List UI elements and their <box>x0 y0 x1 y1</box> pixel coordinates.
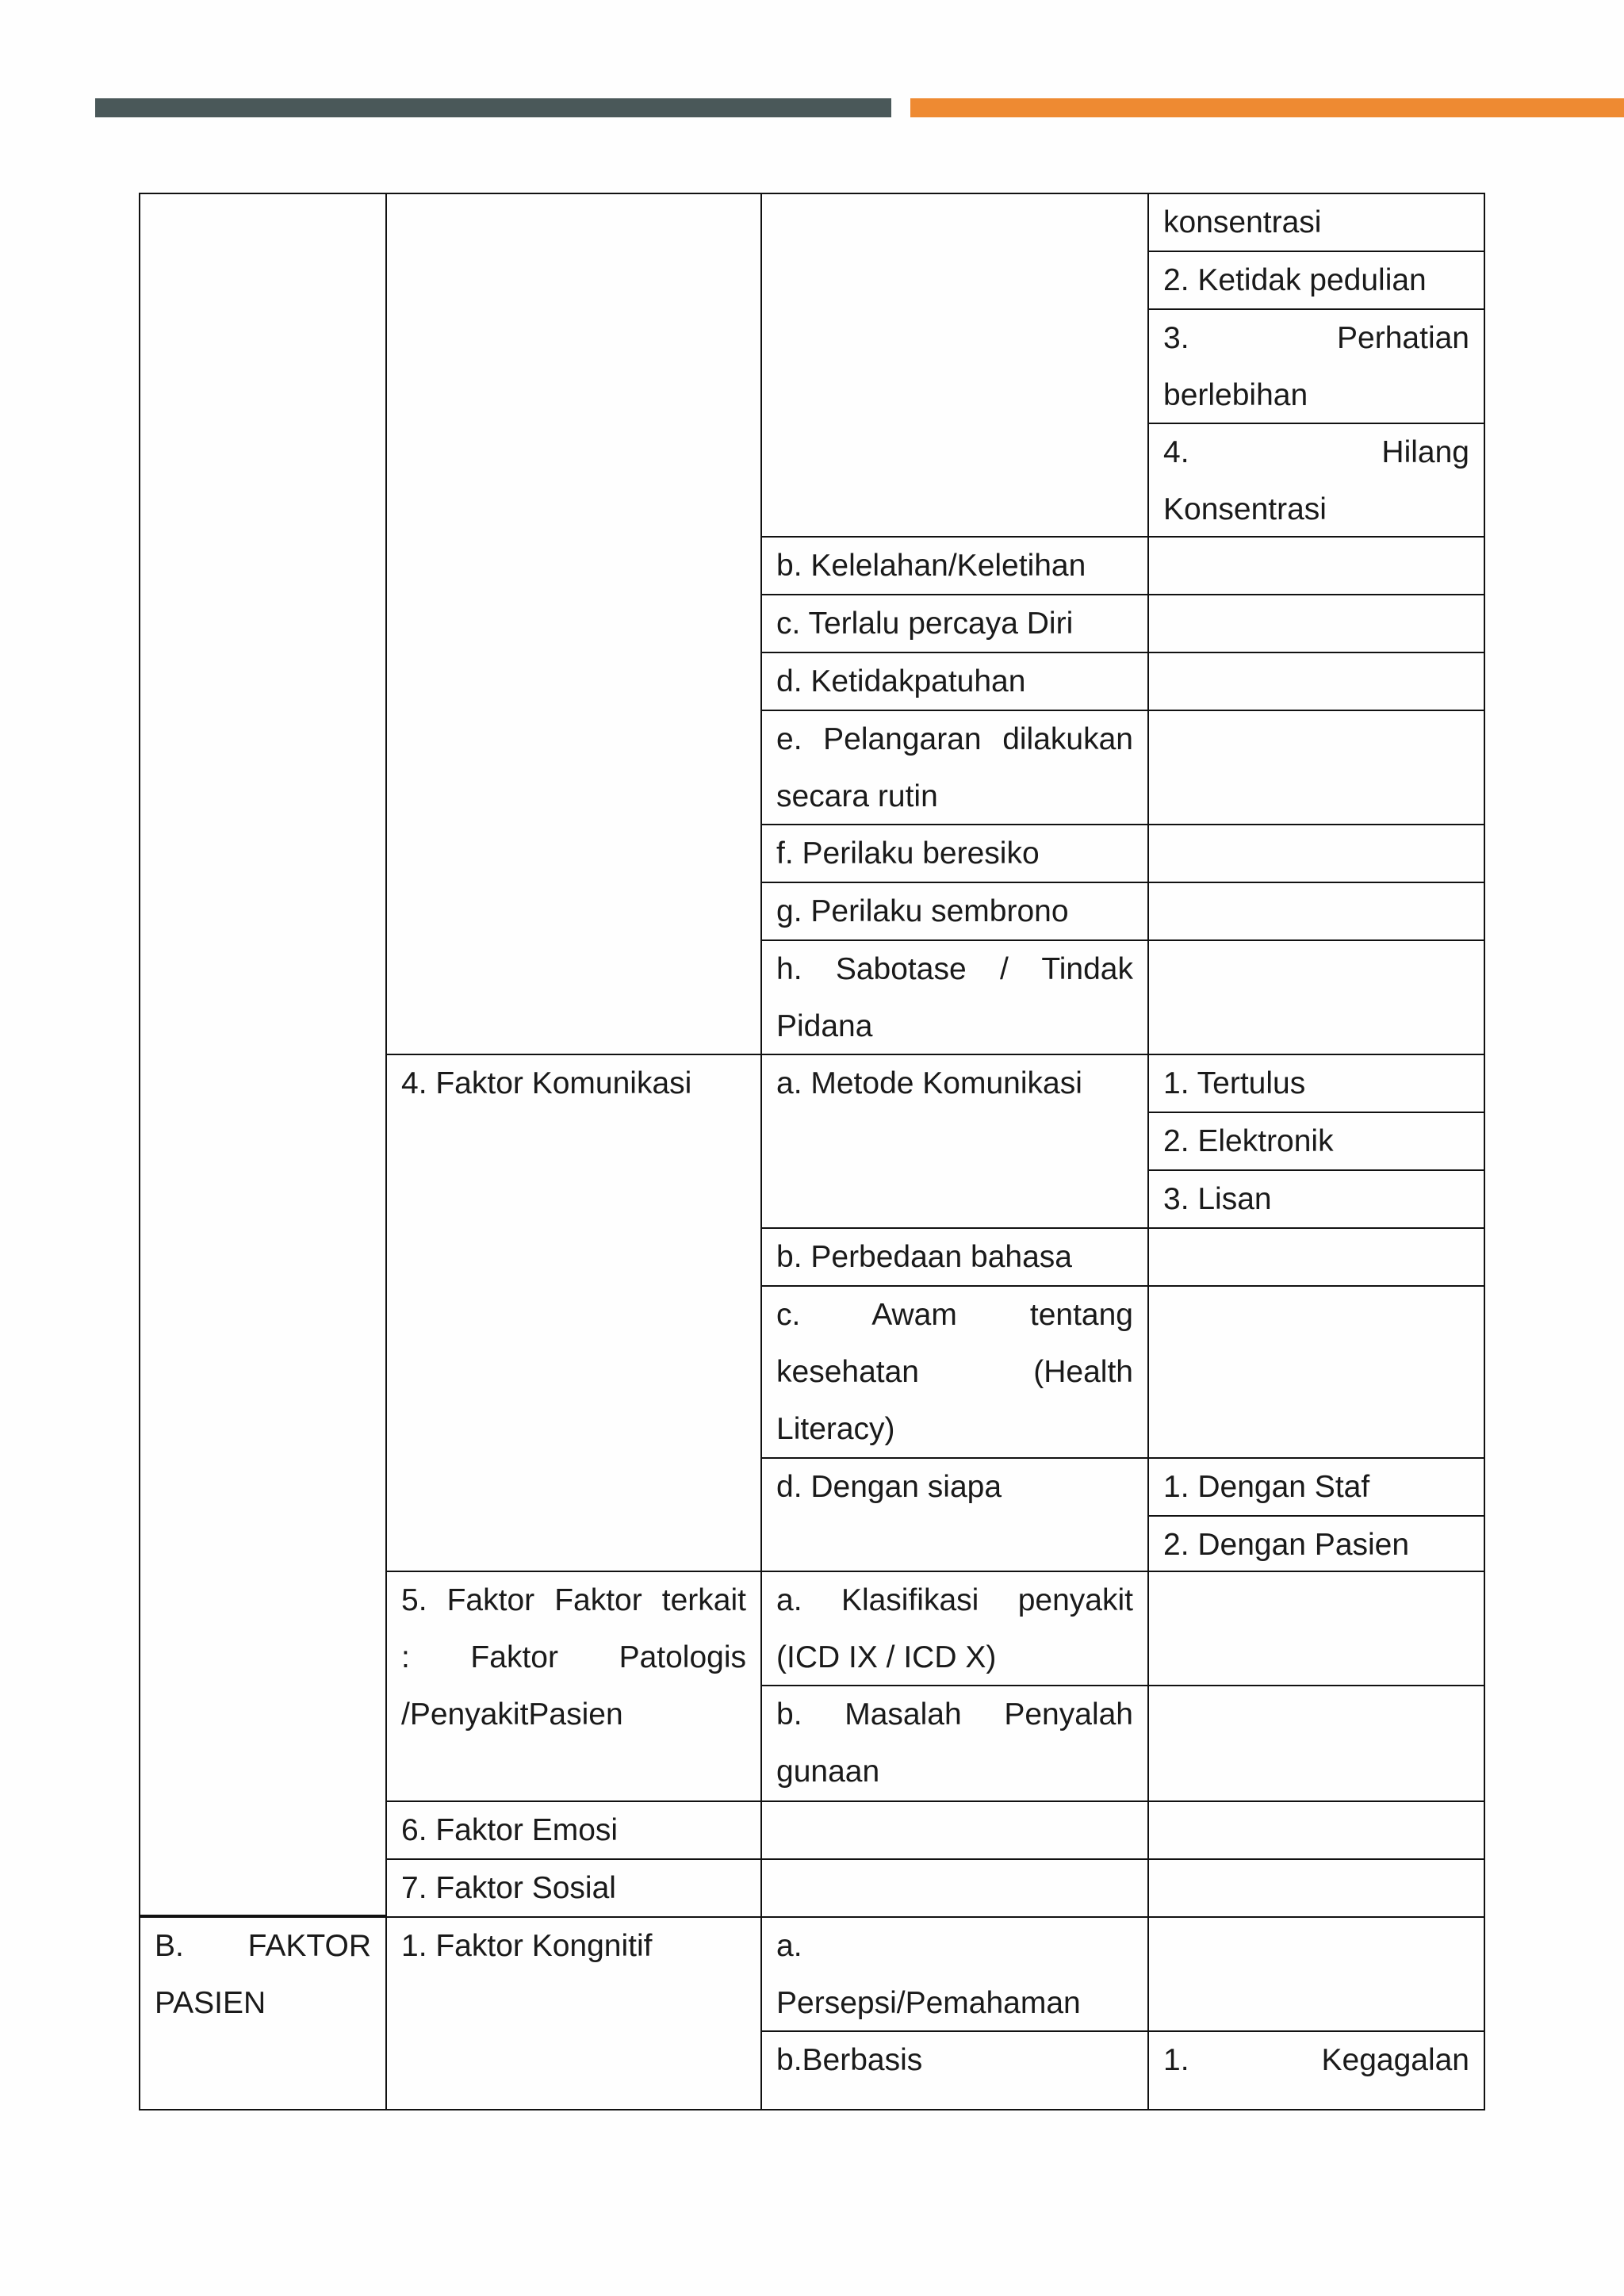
cell-text: 5. Faktor Faktor terkait <box>401 1583 746 1617</box>
table-cell <box>1147 710 1485 825</box>
cell-text: 1. Faktor Kongnitif <box>401 1929 653 1963</box>
table-cell <box>1147 1685 1485 1802</box>
cell-text: 2. Dengan Pasien <box>1163 1528 1410 1562</box>
cell-text: berlebihan <box>1163 378 1308 412</box>
table-cell <box>760 1571 1149 1686</box>
cell-text: 3. Perhatian <box>1163 321 1469 355</box>
table-cell <box>1147 1112 1485 1171</box>
cell-text: d. Ketidakpatuhan <box>776 664 1026 698</box>
table-cell <box>1147 1169 1485 1229</box>
table-cell <box>385 1916 762 2110</box>
table-cell <box>760 536 1149 595</box>
factor-table-grid <box>139 193 1485 2110</box>
cell-text: a. Klasifikasi penyakit <box>776 1583 1133 1617</box>
cell-text: b. Masalah Penyalah <box>776 1697 1133 1732</box>
table-cell <box>139 1916 387 2110</box>
header-bar-orange <box>910 98 1624 117</box>
cell-text: g. Perilaku sembrono <box>776 894 1069 928</box>
table-cell <box>760 1858 1149 1918</box>
table-cell <box>1147 423 1485 538</box>
table-cell <box>1147 1515 1485 1572</box>
cell-text: b. Kelelahan/Keletihan <box>776 549 1086 583</box>
table-cell <box>1147 251 1485 310</box>
cell-text: /PenyakitPasien <box>401 1697 623 1732</box>
table-cell <box>760 1227 1149 1287</box>
cell-text: 4. Hilang <box>1163 435 1469 469</box>
cell-text: 6. Faktor Emosi <box>401 1813 619 1847</box>
cell-text: a. Metode Komunikasi <box>776 1066 1082 1100</box>
cell-text: kesehatan (Health <box>776 1355 1133 1389</box>
table-cell <box>1147 1800 1485 1860</box>
table-cell <box>1147 1054 1485 1113</box>
table-cell <box>385 1800 762 1860</box>
table-cell <box>760 824 1149 883</box>
cell-text: PASIEN <box>155 1986 266 2020</box>
table-cell <box>385 1571 762 1802</box>
table-cell <box>1147 1285 1485 1459</box>
table-cell <box>1147 193 1485 252</box>
cell-text: gunaan <box>776 1755 880 1789</box>
cell-text: b. Perbedaan bahasa <box>776 1240 1072 1274</box>
cell-text: (ICD IX / ICD X) <box>776 1640 997 1674</box>
table-cell <box>1147 2030 1485 2110</box>
cell-text: h. Sabotase / Tindak <box>776 952 1133 986</box>
table-cell <box>760 1685 1149 1802</box>
cell-text: 1. Dengan Staf <box>1163 1470 1370 1504</box>
cell-text: c. Awam tentang <box>776 1298 1133 1332</box>
cell-text: 4. Faktor Komunikasi <box>401 1066 692 1100</box>
cell-text: : Faktor Patologis <box>401 1640 746 1674</box>
table-cell <box>1147 652 1485 711</box>
cell-text: Literacy) <box>776 1412 895 1446</box>
table-cell <box>760 710 1149 825</box>
header-bar-dark <box>95 98 891 117</box>
cell-text: Konsentrasi <box>1163 492 1327 526</box>
table-cell <box>1147 308 1485 424</box>
cell-text: 1. Kegagalan <box>1163 2043 1469 2077</box>
table-cell <box>760 1285 1149 1459</box>
cell-text: 2. Ketidak pedulian <box>1163 263 1427 297</box>
cell-text: c. Terlalu percaya Diri <box>776 607 1074 641</box>
cell-text: b.Berbasis <box>776 2043 923 2077</box>
table-cell <box>1147 594 1485 653</box>
cell-text: 7. Faktor Sosial <box>401 1871 616 1905</box>
cell-text: Persepsi/Pemahaman <box>776 1986 1081 2020</box>
table-cell <box>1147 536 1485 595</box>
cell-text: Pidana <box>776 1009 873 1043</box>
table-cell <box>760 939 1149 1055</box>
table-cell <box>760 1457 1149 1572</box>
table-cell <box>1147 1571 1485 1686</box>
cell-text: secara rutin <box>776 779 938 813</box>
cell-text: 1. Tertulus <box>1163 1066 1306 1100</box>
cell-text: konsentrasi <box>1163 205 1322 239</box>
table-cell <box>1147 939 1485 1055</box>
cell-text: a. <box>776 1929 802 1963</box>
table-cell <box>139 193 387 1916</box>
cell-text: d. Dengan siapa <box>776 1470 1002 1504</box>
table-cell <box>1147 1457 1485 1517</box>
table-cell <box>1147 1227 1485 1287</box>
table-cell <box>760 1054 1149 1229</box>
table-cell <box>385 193 762 1055</box>
table-cell <box>760 652 1149 711</box>
table-cell <box>385 1054 762 1572</box>
table-cell <box>1147 1916 1485 2032</box>
cell-text: 2. Elektronik <box>1163 1124 1334 1158</box>
cell-text: 3. Lisan <box>1163 1182 1272 1216</box>
cell-text: f. Perilaku beresiko <box>776 836 1040 871</box>
table-cell <box>1147 824 1485 883</box>
table-cell <box>760 193 1149 538</box>
table-cell <box>760 2030 1149 2110</box>
table-cell <box>385 1858 762 1918</box>
table-cell <box>1147 882 1485 941</box>
cell-text: B. FAKTOR <box>155 1929 371 1963</box>
table-cell <box>1147 1858 1485 1918</box>
table-cell <box>760 882 1149 941</box>
table-cell <box>760 1800 1149 1860</box>
table-cell <box>760 1916 1149 2032</box>
cell-text: e. Pelangaran dilakukan <box>776 722 1133 756</box>
table-cell <box>760 594 1149 653</box>
